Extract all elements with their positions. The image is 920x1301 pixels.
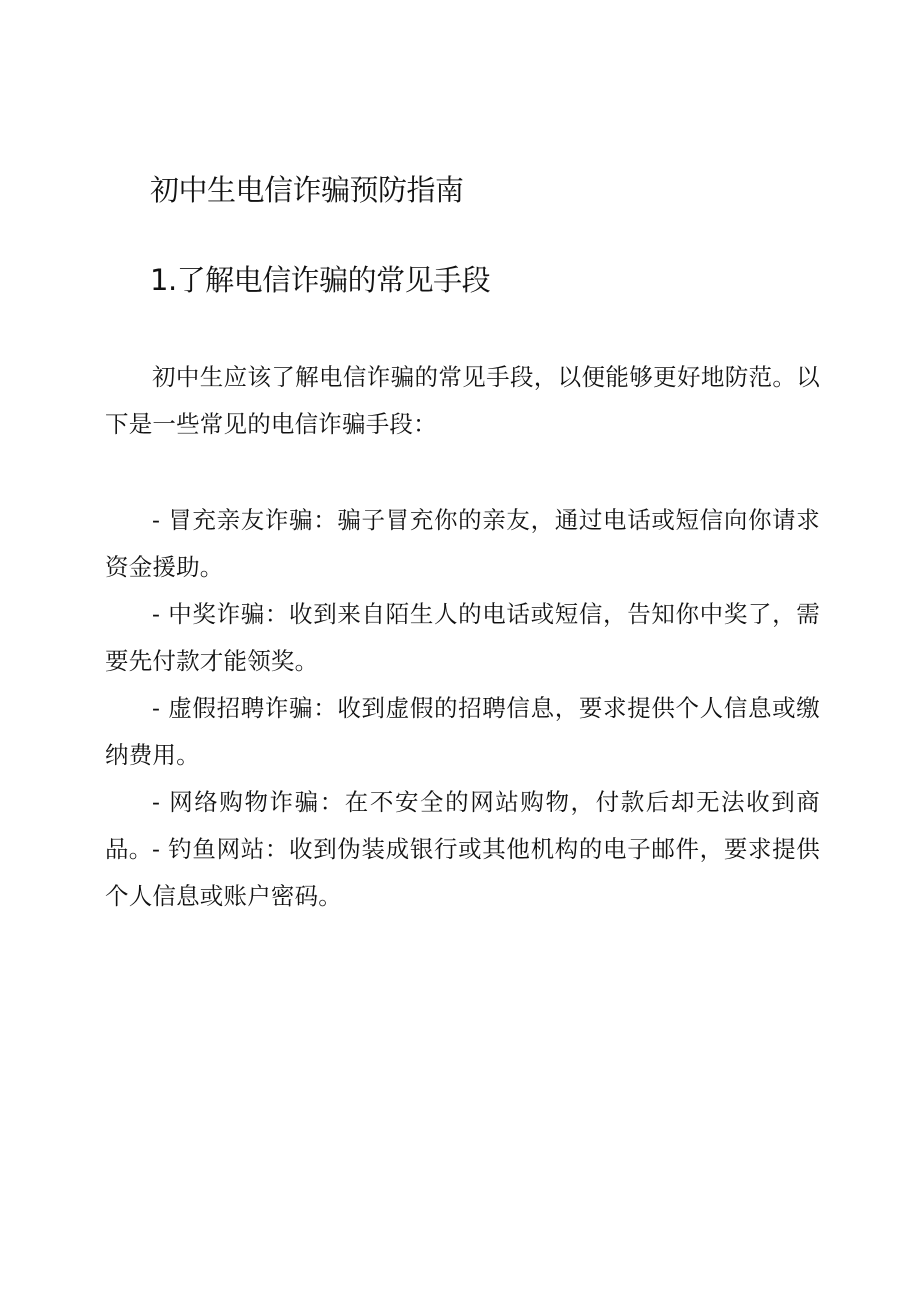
list-item: - 冒充亲友诈骗：骗子冒充你的亲友，通过电话或短信向你请求资金援助。	[105, 506, 820, 581]
list-item: - 虚假招聘诈骗：收到虚假的招聘信息，要求提供个人信息或缴纳费用。	[105, 694, 820, 769]
list-item: - 钓鱼网站：收到伪装成银行或其他机构的电子邮件，要求提供个人信息或账户密码。	[105, 835, 820, 910]
list-item: - 中奖诈骗：收到来自陌生人的电话或短信，告知你中奖了，需要先付款才能领奖。	[105, 600, 820, 675]
intro-paragraph: 初中生应该了解电信诈骗的常见手段，以便能够更好地防范。以下是一些常见的电信诈骗手段：	[105, 363, 820, 438]
list-item: - 网络购物诈骗：在不安全的网站购物，付款后却无法收到商品。	[105, 788, 820, 863]
section-heading: 1.了解电信诈骗的常见手段	[150, 263, 491, 297]
document-title: 初中生电信诈骗预防指南	[150, 173, 464, 207]
